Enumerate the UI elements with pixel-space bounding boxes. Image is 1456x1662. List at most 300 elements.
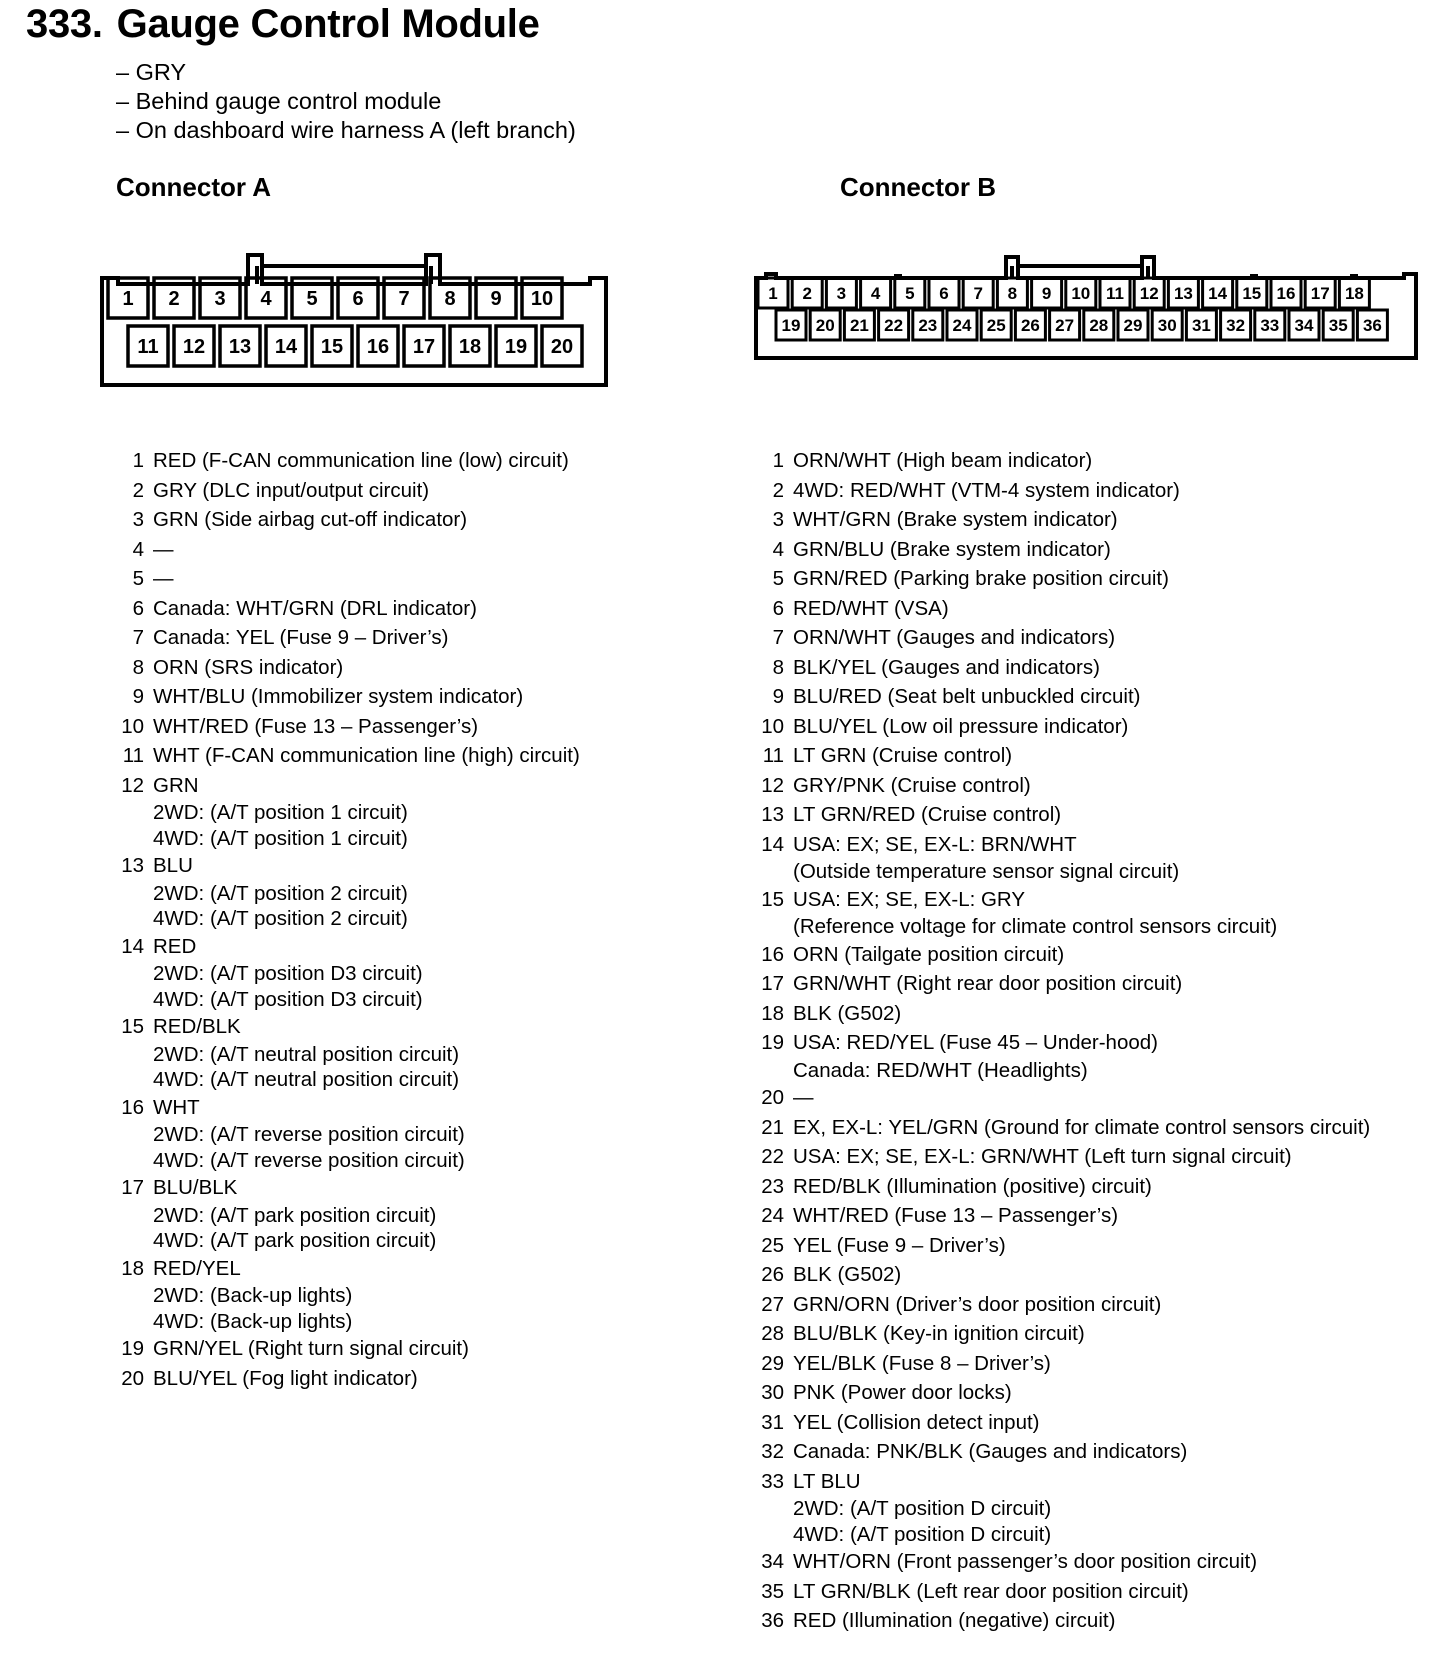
connector-b-pin-label: 23 bbox=[918, 316, 938, 336]
connector-b-pin-label: 21 bbox=[849, 316, 869, 336]
info-harness: – On dashboard wire harness A (left branch) bbox=[116, 117, 576, 143]
pin-line bbox=[116, 594, 580, 624]
pin-line bbox=[116, 505, 580, 535]
pin-entry bbox=[756, 1142, 1370, 1172]
pin-number: 25 bbox=[761, 1233, 784, 1257]
pin-number: 12 bbox=[121, 773, 144, 797]
connector-b-pin-label: 7 bbox=[973, 284, 983, 304]
pin-description: BLK (G502) bbox=[793, 1263, 902, 1286]
connector-a-pin-label: 9 bbox=[490, 288, 502, 311]
pin-line bbox=[756, 1083, 1370, 1113]
connector-a-pin-label: 8 bbox=[444, 288, 456, 311]
pin-number: 26 bbox=[761, 1263, 784, 1286]
pin-number: 10 bbox=[121, 714, 144, 738]
connector-b-pin-label: 1 bbox=[768, 284, 778, 304]
connector-b-pin-label: 22 bbox=[884, 316, 904, 336]
pin-entry bbox=[116, 505, 580, 535]
pin-sub-description: 2WD: (Back-up lights) bbox=[153, 1284, 353, 1307]
pin-entry bbox=[756, 446, 1370, 476]
pin-number: 11 bbox=[122, 744, 144, 767]
connector-b-pin-label: 11 bbox=[1106, 284, 1124, 304]
pin-description: USA: EX; SE, EX-L: GRY bbox=[793, 887, 1026, 911]
pin-number: 7 bbox=[132, 626, 144, 649]
connector-a-pin-label: 3 bbox=[214, 288, 226, 311]
pin-number: 16 bbox=[761, 942, 784, 966]
pin-line bbox=[756, 885, 1370, 915]
pin-sub-description: 4WD: (A/T park position circuit) bbox=[153, 1229, 437, 1252]
connector-a-pin-label: 6 bbox=[352, 288, 364, 311]
connector-a-pin-label: 2 bbox=[168, 288, 180, 311]
pin-entry bbox=[756, 1028, 1370, 1083]
pin-entry bbox=[756, 1349, 1370, 1379]
pin-entry bbox=[756, 1467, 1370, 1548]
pin-entry bbox=[116, 446, 580, 476]
pin-entry bbox=[116, 1254, 580, 1335]
pin-number: 8 bbox=[772, 655, 784, 679]
pin-entry bbox=[756, 623, 1370, 653]
connector-b-pin-label: 29 bbox=[1123, 316, 1143, 336]
pin-line bbox=[756, 940, 1370, 970]
connector-b-pin-label: 3 bbox=[836, 284, 847, 304]
pin-number: 4 bbox=[132, 537, 144, 561]
pin-number: 21 bbox=[761, 1115, 784, 1139]
pin-description: BLK/YEL (Gauges and indicators) bbox=[793, 655, 1100, 679]
pin-sub-description: 4WD: (A/T position D3 circuit) bbox=[153, 987, 423, 1011]
pin-sub-description: 4WD: (A/T neutral position circuit) bbox=[153, 1068, 460, 1091]
pin-description: LT BLU bbox=[793, 1469, 861, 1493]
pin-description: USA: EX; SE, EX-L: GRN/WHT (Left turn signal circuit) bbox=[793, 1145, 1292, 1168]
pin-entry bbox=[116, 476, 580, 506]
pin-number: 3 bbox=[132, 508, 144, 531]
pin-description: YEL/BLK (Fuse 8 – Driver’s) bbox=[793, 1351, 1051, 1375]
pin-entry bbox=[756, 1547, 1370, 1577]
pin-entry bbox=[756, 1260, 1370, 1290]
pin-entry bbox=[756, 771, 1370, 801]
pin-number: 6 bbox=[772, 596, 784, 620]
pin-line bbox=[756, 1319, 1370, 1349]
pin-entry bbox=[756, 1290, 1370, 1320]
pin-number: 30 bbox=[761, 1381, 784, 1404]
pin-description: GRN/RED (Parking brake position circuit) bbox=[793, 567, 1169, 590]
pin-entry bbox=[116, 535, 580, 565]
pin-number: 1 bbox=[132, 449, 144, 472]
pin-sub-description: 2WD: (A/T position D3 circuit) bbox=[153, 962, 423, 985]
pin-line bbox=[116, 851, 580, 881]
pin-entry bbox=[756, 1083, 1370, 1113]
pin-number: 36 bbox=[761, 1609, 784, 1632]
connector-b-pin-label: 19 bbox=[781, 316, 801, 336]
pin-line bbox=[116, 476, 580, 506]
pin-description: YEL (Collision detect input) bbox=[793, 1410, 1040, 1434]
connector-b-pin-label: 5 bbox=[905, 284, 915, 304]
pin-line bbox=[756, 1231, 1370, 1261]
connector-a-pin-label: 16 bbox=[366, 336, 390, 359]
pin-number: 11 bbox=[762, 744, 784, 767]
pin-number: 15 bbox=[761, 887, 784, 911]
pin-line bbox=[116, 771, 580, 801]
pin-line bbox=[116, 564, 580, 594]
connector-a-heading: Connector A bbox=[116, 172, 272, 202]
pin-number: 5 bbox=[132, 567, 144, 590]
pin-entry bbox=[116, 653, 580, 683]
pin-entry bbox=[756, 999, 1370, 1029]
pin-description: GRN/BLU (Brake system indicator) bbox=[793, 537, 1111, 561]
pin-entry bbox=[756, 969, 1370, 999]
pin-number: 18 bbox=[121, 1256, 144, 1280]
connector-a-pin-label: 18 bbox=[458, 336, 482, 359]
pin-number: 9 bbox=[772, 685, 784, 708]
pin-line bbox=[116, 741, 580, 771]
pin-description: BLU/YEL (Fog light indicator) bbox=[153, 1366, 418, 1390]
pin-entry bbox=[116, 932, 580, 1013]
pin-description: Canada: PNK/BLK (Gauges and indicators) bbox=[793, 1440, 1188, 1463]
pin-sub-description: 2WD: (A/T position 2 circuit) bbox=[153, 881, 408, 905]
pin-sub-description: 4WD: (Back-up lights) bbox=[153, 1309, 353, 1333]
pin-number: 31 bbox=[761, 1410, 784, 1434]
pin-description: WHT/RED (Fuse 13 – Passenger’s) bbox=[793, 1204, 1119, 1227]
connector-b-pin-label: 12 bbox=[1139, 284, 1159, 304]
pin-number: 13 bbox=[121, 854, 144, 877]
pin-sub-description: (Outside temperature sensor signal circuit) bbox=[793, 860, 1180, 883]
connector-a-pin-label: 4 bbox=[260, 288, 272, 311]
pin-line bbox=[116, 1012, 580, 1042]
pin-description: GRN/YEL (Right turn signal circuit) bbox=[153, 1337, 469, 1360]
pin-line bbox=[756, 830, 1370, 860]
pin-line bbox=[756, 653, 1370, 683]
pin-entry bbox=[116, 594, 580, 624]
pin-description: BLU bbox=[153, 854, 193, 877]
connector-a-pin-label: 7 bbox=[398, 288, 410, 311]
pin-number: 18 bbox=[761, 1001, 784, 1025]
pin-description: RED/BLK bbox=[153, 1015, 241, 1038]
pin-entry bbox=[756, 1606, 1370, 1636]
connector-b-pin-label: 26 bbox=[1020, 316, 1040, 336]
pin-number: 29 bbox=[761, 1351, 784, 1375]
pin-line bbox=[116, 1173, 580, 1203]
pin-entry bbox=[756, 741, 1370, 771]
pin-number: 27 bbox=[761, 1292, 784, 1316]
pin-description: Canada: WHT/GRN (DRL indicator) bbox=[153, 596, 477, 620]
pin-description: RED/WHT (VSA) bbox=[793, 596, 949, 620]
connector-b-pin-label: 36 bbox=[1362, 316, 1382, 336]
pin-entry bbox=[116, 851, 580, 932]
pin-line bbox=[756, 1408, 1370, 1438]
pin-line bbox=[116, 932, 580, 962]
pin-number: 8 bbox=[132, 655, 144, 679]
pin-line bbox=[116, 446, 580, 476]
pin-line bbox=[756, 1142, 1370, 1172]
pin-description: LT GRN (Cruise control) bbox=[793, 744, 1013, 767]
pin-description: PNK (Power door locks) bbox=[793, 1381, 1012, 1404]
pin-description: RED (F-CAN communication line (low) circuit) bbox=[153, 449, 569, 472]
pin-sub-description: 4WD: (A/T reverse position circuit) bbox=[153, 1148, 465, 1172]
pin-line bbox=[756, 682, 1370, 712]
pin-entry bbox=[756, 1437, 1370, 1467]
pin-entry bbox=[116, 712, 580, 742]
pin-line bbox=[756, 800, 1370, 830]
pin-number: 10 bbox=[761, 714, 784, 738]
pin-line bbox=[116, 1254, 580, 1284]
pin-number: 14 bbox=[121, 934, 144, 958]
connector-b-pin-label: 20 bbox=[815, 316, 835, 336]
pin-description: ORN/WHT (Gauges and indicators) bbox=[793, 626, 1116, 649]
pin-number: 7 bbox=[772, 626, 784, 649]
pin-entry bbox=[116, 564, 580, 594]
pin-line bbox=[116, 682, 580, 712]
connector-a-pin-label: 11 bbox=[137, 336, 159, 359]
info-color: – GRY bbox=[116, 59, 187, 85]
pin-description: 4WD: RED/WHT (VTM-4 system indicator) bbox=[793, 478, 1180, 502]
pin-description: ORN/WHT (High beam indicator) bbox=[793, 449, 1093, 472]
pin-line bbox=[756, 999, 1370, 1029]
pin-description: USA: EX; SE, EX-L: BRN/WHT bbox=[793, 832, 1077, 856]
pin-description: BLU/YEL (Low oil pressure indicator) bbox=[793, 714, 1129, 738]
pin-entry bbox=[756, 505, 1370, 535]
pin-line bbox=[756, 1577, 1370, 1607]
pin-line bbox=[756, 535, 1370, 565]
pin-description: RED (Illumination (negative) circuit) bbox=[793, 1609, 1116, 1632]
pin-line bbox=[116, 623, 580, 653]
pin-description: WHT bbox=[153, 1095, 200, 1119]
pin-entry bbox=[116, 1093, 580, 1174]
pin-number: 34 bbox=[761, 1550, 784, 1573]
pin-number: 5 bbox=[772, 567, 784, 590]
connector-b-pin-label: 15 bbox=[1242, 284, 1262, 304]
connector-b-pin-label: 34 bbox=[1294, 316, 1314, 336]
pin-line bbox=[756, 1028, 1370, 1058]
pin-number: 2 bbox=[772, 478, 784, 502]
pin-number: 20 bbox=[121, 1366, 144, 1390]
pin-line bbox=[116, 653, 580, 683]
connector-b-pin-label: 2 bbox=[802, 284, 812, 304]
pin-line bbox=[756, 969, 1370, 999]
pin-entry bbox=[756, 1201, 1370, 1231]
pin-entry bbox=[756, 1319, 1370, 1349]
pin-entry bbox=[116, 682, 580, 712]
pin-line bbox=[756, 771, 1370, 801]
connector-b-pin-label: 14 bbox=[1208, 284, 1228, 304]
pin-line bbox=[116, 712, 580, 742]
connector-b-pin-label: 9 bbox=[1041, 284, 1052, 304]
pin-description: WHT/BLU (Immobilizer system indicator) bbox=[153, 685, 524, 708]
connector-a-pin-label: 15 bbox=[320, 336, 344, 359]
pin-description: WHT (F-CAN communication line (high) circuit) bbox=[153, 744, 580, 767]
pin-line bbox=[756, 1113, 1370, 1143]
pin-entry bbox=[756, 564, 1370, 594]
pin-description: — bbox=[793, 1086, 814, 1109]
info-location: – Behind gauge control module bbox=[116, 88, 442, 114]
pin-entry bbox=[116, 1173, 580, 1254]
pin-sub-description: 4WD: (A/T position D circuit) bbox=[793, 1522, 1052, 1546]
pin-entry bbox=[116, 623, 580, 653]
pin-line bbox=[116, 535, 580, 565]
pin-description: WHT/ORN (Front passenger’s door position circuit) bbox=[793, 1550, 1258, 1573]
connector-b-diagram bbox=[752, 252, 1422, 364]
pin-entry bbox=[756, 1172, 1370, 1202]
pin-entry bbox=[756, 653, 1370, 683]
connector-b-pin-label: 4 bbox=[870, 284, 881, 304]
pin-number: 19 bbox=[761, 1031, 784, 1054]
connector-a-diagram bbox=[96, 240, 616, 390]
pin-entry bbox=[756, 1231, 1370, 1261]
pin-entry bbox=[756, 1577, 1370, 1607]
pin-line bbox=[756, 446, 1370, 476]
pin-entry bbox=[116, 771, 580, 852]
pin-description: BLU/BLK (Key-in ignition circuit) bbox=[793, 1322, 1085, 1345]
connector-a-pin-label: 17 bbox=[412, 336, 436, 359]
pin-number: 32 bbox=[761, 1440, 784, 1463]
connector-b-pin-label: 6 bbox=[939, 284, 949, 304]
pin-description: Canada: YEL (Fuse 9 – Driver’s) bbox=[153, 626, 449, 649]
connector-b-pin-label: 17 bbox=[1310, 284, 1330, 304]
pin-line bbox=[756, 741, 1370, 771]
pin-sub-description: Canada: RED/WHT (Headlights) bbox=[793, 1058, 1088, 1082]
pin-number: 28 bbox=[761, 1322, 784, 1345]
pin-description: GRN/ORN (Driver’s door position circuit) bbox=[793, 1292, 1162, 1316]
pin-description: LT GRN/RED (Cruise control) bbox=[793, 803, 1062, 826]
pin-entry bbox=[756, 940, 1370, 970]
pin-entry bbox=[756, 1378, 1370, 1408]
connector-b-pin-label: 10 bbox=[1071, 284, 1091, 304]
page-title bbox=[26, 2, 540, 47]
pin-line bbox=[116, 1364, 580, 1394]
connector-a-pin-label: 1 bbox=[122, 288, 134, 311]
pin-description: GRY/PNK (Cruise control) bbox=[793, 773, 1031, 797]
connector-b-pin-list bbox=[756, 446, 1370, 1636]
pin-description: BLK (G502) bbox=[793, 1001, 902, 1025]
connector-b-pin-label: 16 bbox=[1276, 284, 1296, 304]
connector-a-pin-label: 14 bbox=[274, 336, 298, 359]
connector-b-pin-label: 28 bbox=[1089, 316, 1109, 336]
pin-number: 9 bbox=[132, 685, 144, 708]
pin-entry bbox=[756, 1113, 1370, 1143]
pin-description: GRN bbox=[153, 773, 199, 797]
pin-description: EX, EX-L: YEL/GRN (Ground for climate control sensors circuit) bbox=[793, 1115, 1371, 1139]
pin-line bbox=[756, 505, 1370, 535]
pin-number: 13 bbox=[761, 803, 784, 826]
connector-b-pin-label: 25 bbox=[986, 316, 1006, 336]
pin-entry bbox=[756, 535, 1370, 565]
pin-entry bbox=[756, 830, 1370, 885]
pin-description: BLU/RED (Seat belt unbuckled circuit) bbox=[793, 685, 1141, 708]
module-title: Gauge Control Module bbox=[116, 2, 540, 46]
connector-a-pin-label: 10 bbox=[530, 288, 554, 311]
pin-sub-description: 2WD: (A/T position D circuit) bbox=[793, 1497, 1052, 1520]
pin-number: 6 bbox=[132, 596, 144, 620]
pin-line bbox=[756, 594, 1370, 624]
section-number: 333. bbox=[26, 2, 103, 46]
pin-description: RED/YEL bbox=[153, 1256, 241, 1280]
pin-description: RED bbox=[153, 934, 197, 958]
pin-line bbox=[756, 1290, 1370, 1320]
pin-number: 23 bbox=[761, 1174, 784, 1198]
pin-description: RED/BLK (Illumination (positive) circuit) bbox=[793, 1174, 1152, 1198]
connector-a-pin-label: 13 bbox=[228, 336, 252, 359]
pin-number: 3 bbox=[772, 508, 784, 531]
connector-b-pin-label: 27 bbox=[1055, 316, 1075, 336]
pin-line bbox=[756, 1349, 1370, 1379]
pin-sub-description: 2WD: (A/T park position circuit) bbox=[153, 1203, 437, 1227]
pin-sub-description: 2WD: (A/T neutral position circuit) bbox=[153, 1042, 460, 1066]
pin-number: 12 bbox=[761, 773, 784, 797]
pin-number: 20 bbox=[761, 1086, 784, 1109]
pin-entry bbox=[116, 741, 580, 771]
pin-number: 17 bbox=[121, 1176, 144, 1199]
pin-number: 17 bbox=[761, 972, 784, 995]
pin-line bbox=[756, 1437, 1370, 1467]
pin-entry bbox=[116, 1334, 580, 1364]
pin-number: 15 bbox=[121, 1015, 144, 1038]
pin-line bbox=[116, 1093, 580, 1123]
pin-line bbox=[756, 1547, 1370, 1577]
pin-line bbox=[756, 623, 1370, 653]
connector-a-pin-label: 19 bbox=[504, 336, 528, 359]
pin-entry bbox=[756, 594, 1370, 624]
connector-b-pin-label: 30 bbox=[1157, 316, 1177, 336]
pin-description: GRN (Side airbag cut-off indicator) bbox=[153, 508, 468, 531]
pin-entry bbox=[756, 885, 1370, 940]
pin-entry bbox=[756, 800, 1370, 830]
pin-line bbox=[756, 1260, 1370, 1290]
pin-line bbox=[756, 1467, 1370, 1497]
pin-description: — bbox=[153, 537, 174, 561]
pin-description: ORN (SRS indicator) bbox=[153, 655, 344, 679]
pin-description: BLU/BLK bbox=[153, 1176, 238, 1199]
pin-number: 1 bbox=[772, 449, 784, 472]
pin-number: 22 bbox=[761, 1145, 784, 1168]
pin-number: 24 bbox=[761, 1204, 784, 1227]
pin-line bbox=[756, 564, 1370, 594]
pin-line bbox=[756, 1606, 1370, 1636]
pin-line bbox=[756, 1172, 1370, 1202]
connector-b-pin-label: 32 bbox=[1226, 316, 1246, 336]
pin-description: GRN/WHT (Right rear door position circuit) bbox=[793, 972, 1183, 995]
pin-description: WHT/GRN (Brake system indicator) bbox=[793, 508, 1118, 531]
pin-entry bbox=[756, 476, 1370, 506]
connector-b-pin-label: 35 bbox=[1328, 316, 1348, 336]
pin-number: 35 bbox=[761, 1579, 784, 1603]
pin-number: 2 bbox=[132, 478, 144, 502]
connector-a-pin-label: 12 bbox=[182, 336, 206, 359]
connector-b-pin-label: 8 bbox=[1007, 284, 1018, 304]
connector-b-pin-label: 24 bbox=[952, 316, 972, 336]
pin-sub-description: 2WD: (A/T position 1 circuit) bbox=[153, 801, 408, 824]
pin-line bbox=[756, 1201, 1370, 1231]
pin-sub-description: (Reference voltage for climate control sensors circuit) bbox=[793, 915, 1278, 938]
pin-description: WHT/RED (Fuse 13 – Passenger’s) bbox=[153, 714, 479, 738]
pin-description: ORN (Tailgate position circuit) bbox=[793, 942, 1065, 966]
pin-description: LT GRN/BLK (Left rear door position circuit) bbox=[793, 1579, 1189, 1603]
pin-entry bbox=[116, 1364, 580, 1394]
connector-b-pin-label: 31 bbox=[1191, 316, 1211, 336]
pin-number: 33 bbox=[761, 1469, 784, 1493]
connector-b-pin-label: 13 bbox=[1173, 284, 1193, 304]
connector-a-pin-label: 20 bbox=[550, 336, 574, 359]
module-info bbox=[116, 58, 576, 145]
connector-a-pin-list bbox=[116, 446, 580, 1393]
pin-description: USA: RED/YEL (Fuse 45 – Under-hood) bbox=[793, 1031, 1158, 1054]
pin-number: 14 bbox=[761, 832, 784, 856]
pin-sub-description: 2WD: (A/T reverse position circuit) bbox=[153, 1123, 465, 1146]
pin-number: 4 bbox=[772, 537, 784, 561]
pin-description: GRY (DLC input/output circuit) bbox=[153, 478, 430, 502]
pin-sub-description: 4WD: (A/T position 2 circuit) bbox=[153, 907, 408, 930]
pin-entry bbox=[116, 1012, 580, 1093]
connector-b-heading: Connector B bbox=[840, 172, 996, 202]
pin-entry bbox=[756, 682, 1370, 712]
pin-entry bbox=[756, 1408, 1370, 1438]
pin-sub-description: 4WD: (A/T position 1 circuit) bbox=[153, 826, 408, 850]
